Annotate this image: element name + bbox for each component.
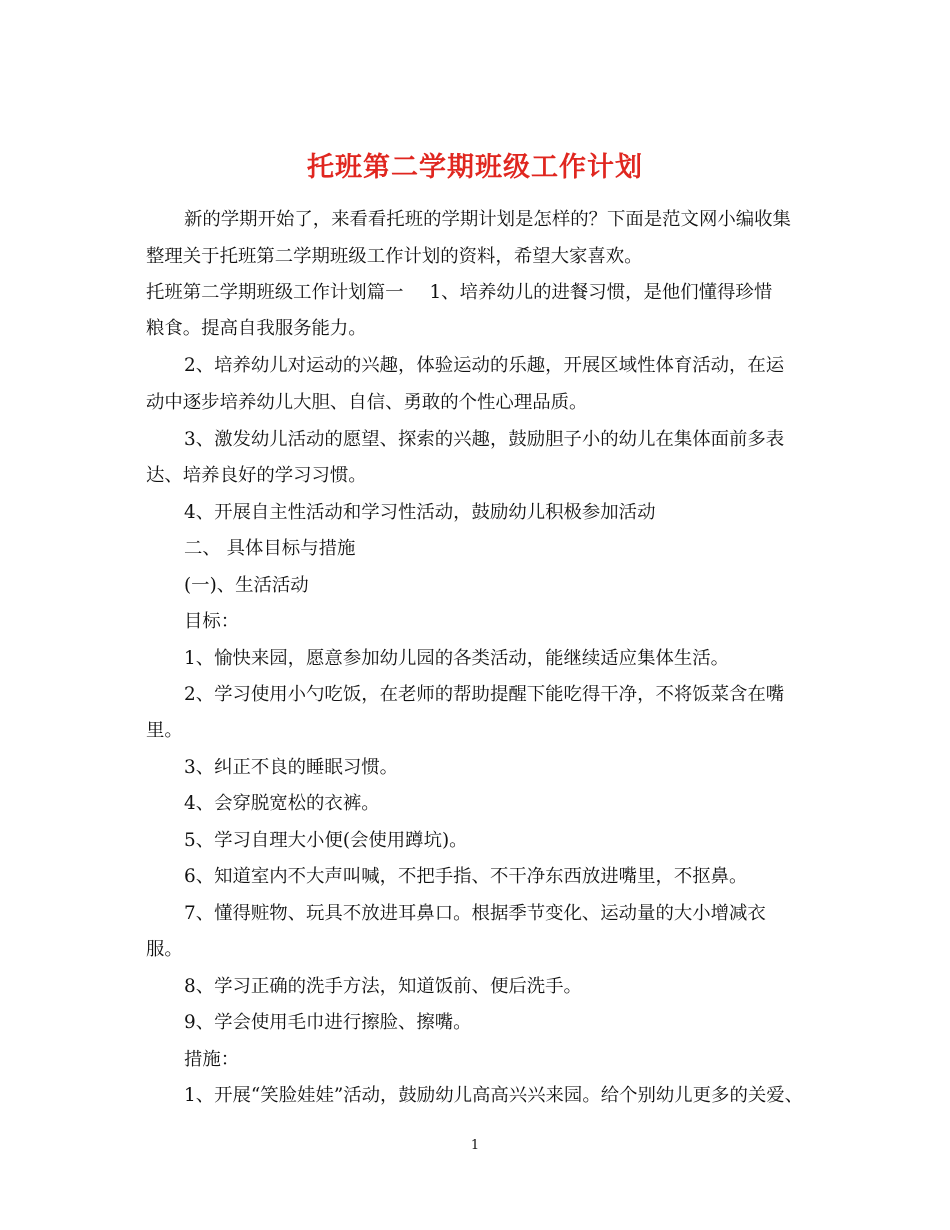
section-heading: 托班第二学期班级工作计划篇一 [146, 282, 404, 303]
paragraph-line: 新的学期开始了，来看看托班的学期计划是怎样的？下面是范文网小编收集 [184, 209, 791, 230]
list-item: 7、懂得赃物、玩具不放进耳鼻口。根据季节变化、运动量的大小增减衣 [184, 903, 766, 924]
document-title: 托班第二学期班级工作计划 [307, 152, 643, 184]
list-item: 1、愉快来园，愿意参加幼儿园的各类活动，能继续适应集体生活。 [184, 648, 730, 669]
list-item: 2、学习使用小勺吃饭，在老师的帮助提醒下能吃得干净，不将饭菜含在嘴 [184, 684, 785, 705]
list-item: 5、学习自理大小便(会使用蹲坑)。 [184, 830, 468, 851]
paragraph-line: 3、激发幼儿活动的愿望、探索的兴趣，鼓励胆子小的幼儿在集体面前多表 [184, 429, 785, 450]
page-number: 1 [470, 1138, 480, 1153]
paragraph-line: 粮食。提高自我服务能力。 [146, 318, 367, 339]
list-item-continuation: 服。 [146, 939, 183, 960]
label-line: 措施： [184, 1049, 240, 1070]
paragraph-line: 整理关于托班第二学期班级工作计划的资料，希望大家喜欢。 [146, 246, 643, 267]
list-item: 6、知道室内不大声叫喊，不把手指、不干净东西放进嘴里，不抠鼻。 [184, 866, 748, 887]
list-item: 4、会穿脱宽松的衣裤。 [184, 793, 380, 814]
label-line: 目标： [184, 611, 240, 632]
list-item: 8、学习正确的洗手方法，知道饭前、便后洗手。 [184, 976, 582, 997]
paragraph-line [146, 280, 806, 306]
paragraph-line: 4、开展自主性活动和学习性活动，鼓励幼儿积极参加活动 [184, 502, 656, 523]
paragraph-text: 1、培养幼儿的进餐习惯，是他们懂得珍惜 [429, 282, 773, 303]
list-item: 1、开展“笑脸娃娃”活动，鼓励幼儿高高兴兴来园。给个别幼儿更多的关爱、 [184, 1085, 804, 1106]
paragraph-line: 达、培养良好的学习习惯。 [146, 465, 367, 486]
paragraph-line: 2、培养幼儿对运动的兴趣，体验运动的乐趣，开展区域性体育活动，在运 [184, 355, 785, 376]
list-item-continuation: 里。 [146, 720, 183, 741]
subsection-heading: (一)、生活活动 [184, 575, 309, 596]
list-item: 3、纠正不良的睡眠习惯。 [184, 757, 398, 778]
paragraph-line: 动中逐步培养幼儿大胆、自信、勇敢的个性心理品质。 [146, 392, 588, 413]
list-item: 9、学会使用毛巾进行擦脸、擦嘴。 [184, 1012, 472, 1033]
section-heading: 二、 具体目标与措施 [184, 538, 356, 559]
